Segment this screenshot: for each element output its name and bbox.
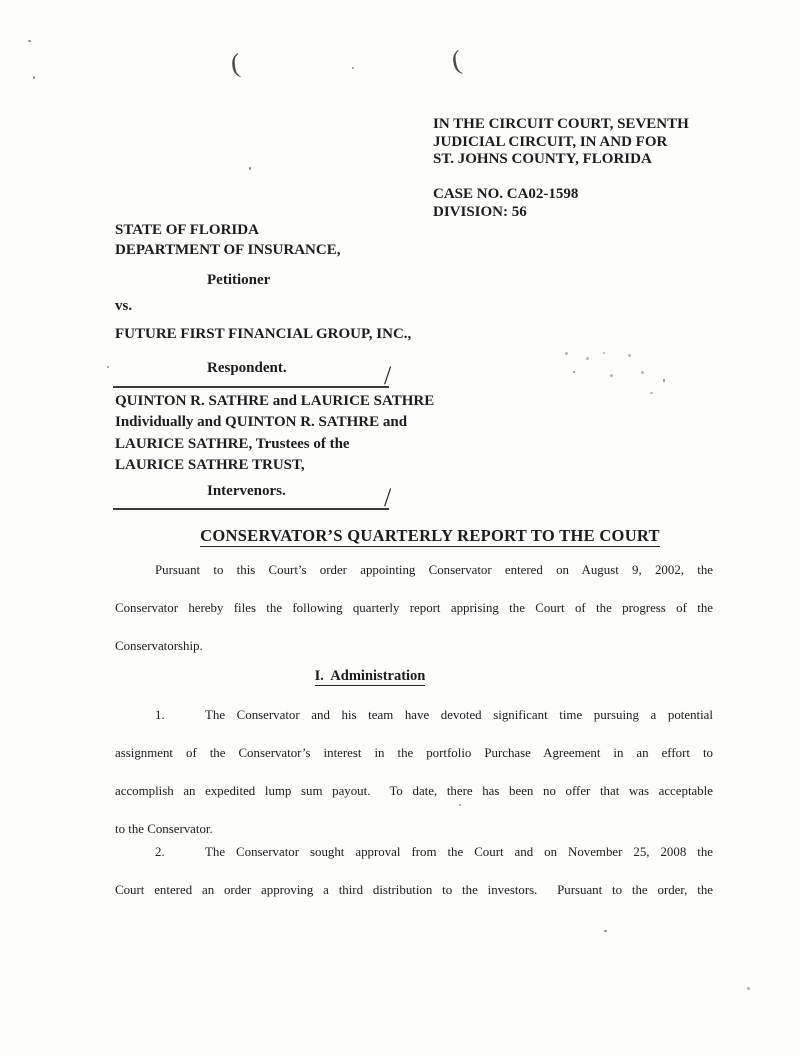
intervenors-name	[115, 391, 434, 477]
scan-paren-mark: (	[229, 47, 242, 79]
report-title-text: CONSERVATOR’S QUARTERLY REPORT TO THE COURT	[200, 526, 660, 545]
paragraph-2-line: Court entered an order approving a third distribution to the investors. Pursuant to the order, the	[115, 883, 713, 897]
intervenor-name-line: QUINTON R. SATHRE and LAURICE SATHRE	[115, 393, 435, 409]
scan-speck	[107, 366, 109, 368]
intro-line: Conservator hereby files the following quarterly report apprising the Court of the progress of the	[115, 601, 713, 615]
petitioner-role-label: Petitioner	[207, 272, 271, 288]
petitioner-name	[115, 220, 340, 260]
paragraph-2	[115, 833, 713, 909]
case-number: CASE NO. CA02-1598	[433, 186, 579, 202]
scan-speck	[603, 352, 605, 354]
paragraph-2-number: 2.	[155, 845, 165, 859]
paragraph-1-number: 1.	[155, 708, 165, 722]
court-header-line: JUDICIAL CIRCUIT, IN AND FOR	[433, 133, 668, 150]
intro-line: Pursuant to this Court’s order appointing Conservator entered on August 9, 2002, the	[155, 563, 713, 577]
scan-paren-mark: (	[449, 44, 464, 76]
petitioner-name-line: STATE OF FLORIDA	[115, 222, 259, 238]
scan-speck	[650, 392, 653, 394]
court-header-line: IN THE CIRCUIT COURT, SEVENTH	[433, 116, 689, 132]
paragraph-1-line: to the Conservator.	[115, 822, 213, 836]
respondent-name: FUTURE FIRST FINANCIAL GROUP, INC.,	[115, 326, 412, 342]
versus-label: vs.	[115, 298, 133, 314]
scan-speck	[573, 371, 575, 373]
intro-line: Conservatorship.	[115, 639, 203, 653]
section-heading-administration	[60, 668, 680, 685]
paragraph-1-line: accomplish an expedited lump sum payout. To date, there has been no offer that was acceptable	[115, 784, 713, 798]
caption-separator-slash: /	[384, 361, 392, 390]
intervenor-name-line: Individually and QUINTON R. SATHRE and	[115, 414, 408, 431]
caption-separator-slash: /	[384, 483, 392, 512]
scan-speck	[663, 379, 665, 382]
intervenor-name-line: LAURICE SATHRE, Trustees of the	[115, 435, 350, 452]
scan-speck	[586, 357, 589, 360]
report-title	[135, 526, 725, 546]
paragraph-1-line	[115, 696, 713, 734]
paragraph-1-text: The Conservator and his team have devoted significant time pursuing a potential	[205, 708, 713, 722]
scan-speck	[33, 76, 35, 79]
paragraph-1	[115, 696, 713, 848]
paragraph-1-line: assignment of the Conservator’s interest in the portfolio Purchase Agreement in an effort to	[115, 746, 713, 760]
scan-speck	[610, 374, 613, 377]
intervenors-role-label: Intervenors.	[207, 483, 286, 499]
scan-speck	[28, 40, 31, 42]
division-number: DIVISION: 56	[433, 203, 527, 220]
court-header-line: ST. JOHNS COUNTY, FLORIDA	[433, 151, 652, 167]
scan-speck	[352, 67, 354, 69]
caption-separator	[113, 386, 389, 388]
scan-speck	[747, 987, 750, 990]
intervenor-name-line: LAURICE SATHRE TRUST,	[115, 457, 305, 474]
petitioner-name-line: DEPARTMENT OF INSURANCE,	[115, 242, 341, 258]
scan-speck	[249, 167, 251, 170]
caption-separator	[113, 508, 389, 510]
respondent-role-label: Respondent.	[207, 360, 287, 376]
court-header	[433, 116, 723, 169]
scan-speck	[604, 930, 607, 932]
section-heading-text: I. Administration	[314, 668, 426, 684]
scan-speck	[565, 352, 568, 355]
intro-paragraph	[115, 551, 713, 665]
paragraph-2-text: The Conservator sought approval from the Court and on November 25, 2008 the	[205, 845, 713, 859]
scan-speck	[628, 354, 631, 357]
case-info	[433, 186, 723, 221]
paragraph-2-line	[115, 833, 713, 871]
scan-speck	[641, 371, 644, 374]
